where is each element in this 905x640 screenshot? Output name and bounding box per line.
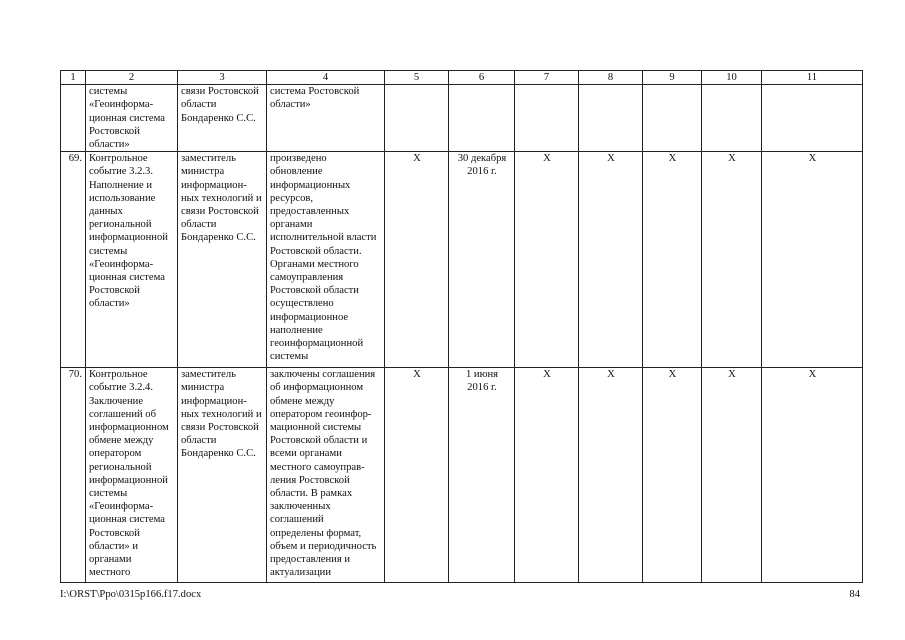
responsible-cell: заместитель министра информацион- ных технологий и связи Ростовской области Бондаренко С.С. [178,152,267,368]
header-cell: 9 [643,71,702,85]
date-cell: 30 декабря 2016 г. [449,152,515,368]
mark-cell: X [515,368,579,583]
mark-cell: X [702,368,762,583]
mark-cell: X [579,152,643,368]
event-cell: системы «Геоинформа- ционная система Ростовской области» [86,85,178,152]
header-cell: 10 [702,71,762,85]
result-cell: система Ростовской области» [267,85,385,152]
mark-cell: X [515,152,579,368]
plan-table [60,70,863,583]
row-number [61,85,86,152]
header-cell: 3 [178,71,267,85]
header-cell: 1 [61,71,86,85]
responsible-cell: заместитель министра информацион- ных технологий и связи Ростовской области Бондаренко С.С. [178,368,267,583]
mark-cell: X [385,152,449,368]
result-cell: заключены соглашения об информационном обмене между оператором геоинфор- мационной системы Ростовской области и всеми органами местного самоуправ- ления Ростовской области. В рамках заключенных соглашений определены формат, объем и периодичность предоставления и актуализации [267,368,385,583]
result-cell: произведено обновление информационных ресурсов, предоставленных органами исполнительной власти Ростовской области. Органами местного самоуправления Ростовской области осуществлено информационное наполнение геоинформационной системы [267,152,385,368]
header-cell: 4 [267,71,385,85]
mark-cell [643,85,702,152]
mark-cell: X [762,152,863,368]
responsible-cell: связи Ростовской области Бондаренко С.С. [178,85,267,152]
mark-cell: X [702,152,762,368]
table-header-row [61,71,863,85]
mark-cell: X [385,368,449,583]
row-number: 69. [61,152,86,368]
date-cell [449,85,515,152]
table-row [61,152,863,368]
mark-cell [762,85,863,152]
table-row [61,85,863,152]
header-cell: 2 [86,71,178,85]
mark-cell: X [762,368,863,583]
mark-cell [515,85,579,152]
mark-cell [579,85,643,152]
mark-cell: X [579,368,643,583]
event-cell: Контрольное событие 3.2.4. Заключение соглашений об информационном обмене между оператором региональной информационной системы «Геоинформа- ционная система Ростовской области» и органами местного [86,368,178,583]
header-cell: 8 [579,71,643,85]
page-number: 84 [849,589,860,600]
table-row [61,368,863,583]
file-path: I:\ORST\Ppo\0315p166.f17.docx [60,589,202,600]
header-cell: 6 [449,71,515,85]
mark-cell [385,85,449,152]
header-cell: 7 [515,71,579,85]
event-cell: Контрольное событие 3.2.3. Наполнение и использование данных региональной информационной системы «Геоинформа- ционная система Ростовской области» [86,152,178,368]
header-cell: 5 [385,71,449,85]
mark-cell: X [643,368,702,583]
date-cell: 1 июня 2016 г. [449,368,515,583]
row-number: 70. [61,368,86,583]
header-cell: 11 [762,71,863,85]
mark-cell: X [643,152,702,368]
mark-cell [702,85,762,152]
